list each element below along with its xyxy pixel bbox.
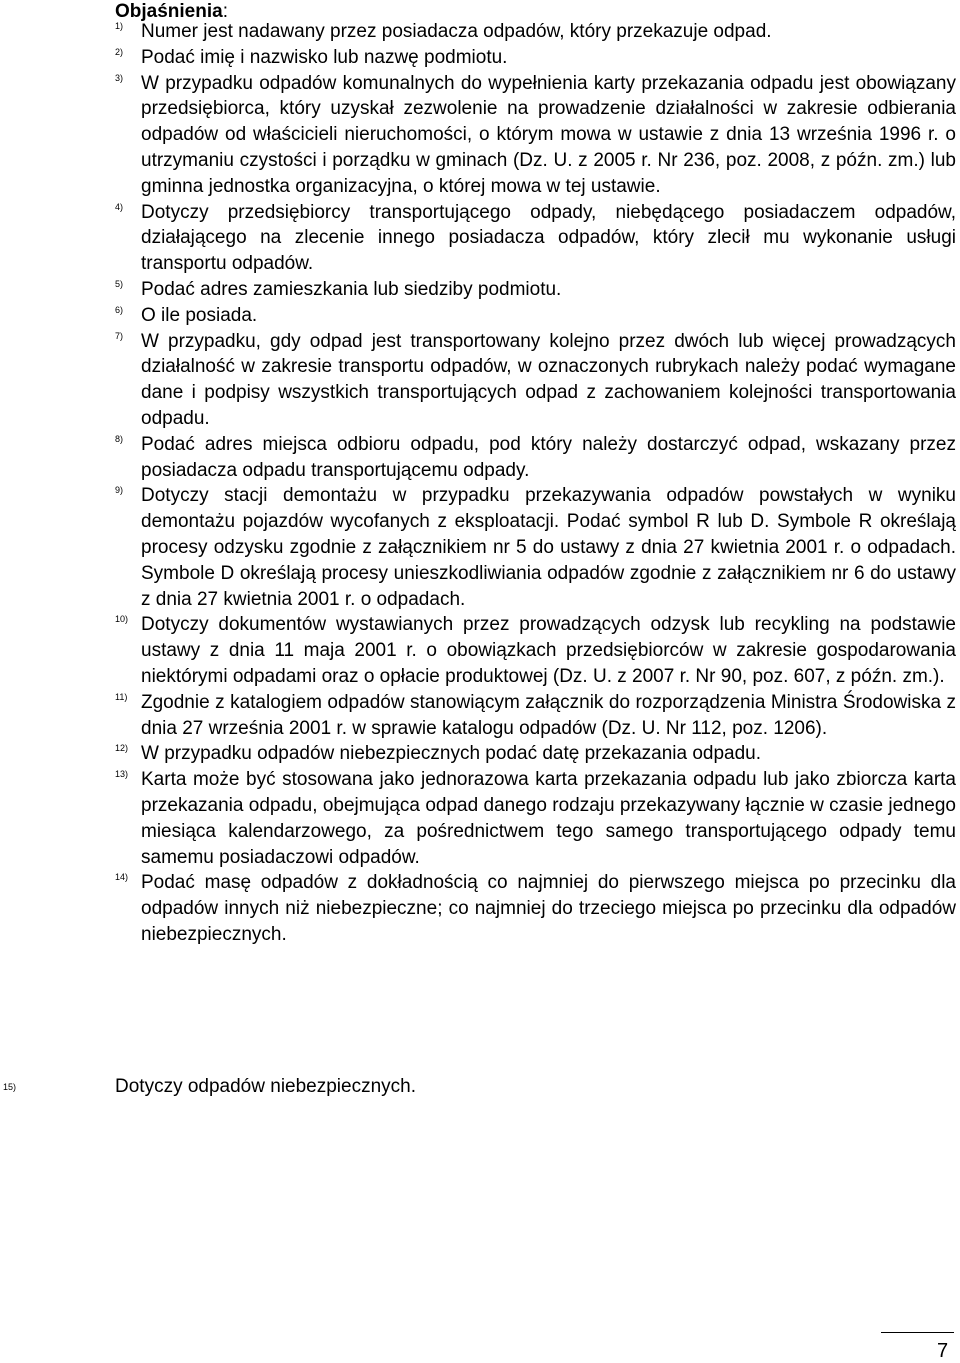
footnote-text: Podać masę odpadów z dokładnością co najmniej do pierwszego miejsca po przecinku dla odpadów innych niż niebezpieczne; co najmniej do trzeciego miejsca po przecinku dla odpadów niebezpiecznych. (141, 872, 956, 945)
footnote-text: Dotyczy odpadów niebezpiecznych. (115, 1076, 417, 1097)
footnote-number: 2) (115, 46, 124, 57)
footnote-item (0, 767, 960, 870)
heading-suffix: : (222, 1, 228, 22)
footnote-text: Zgodnie z katalogiem odpadów stanowiącym załącznik do rozporządzenia Ministra Środowiska z dnia 27 września 2001 r. w sprawie katalogu odpadów (Dz. U. Nr 112, poz. 1206). (141, 691, 956, 739)
footnote-text: W przypadku, gdy odpad jest transportowany kolejno przez dwóch lub więcej prowadzących działalność w zakresie transportu odpadów, w oznaczonych rubrykach należy podać wymagane dane i podpisy wszystkich transportujących odpad z zachowaniem kolejności transportowania odpadu. (141, 330, 956, 429)
footnote-item (0, 870, 960, 947)
footnote-number: 5) (115, 278, 124, 289)
footnote-text: W przypadku odpadów komunalnych do wypełnienia karty przekazania odpadu jest obowiązany przedsiębiorca, który uzyskał zezwolenie na prowadzenie działalności w zakresie odbierania odpadów od właścicieli nieruchomości, o którym mowa w ustawie z dnia 13 września 1996 r. o utrzymaniu czystości i porządku w gminach (Dz. U. z 2005 r. Nr 236, poz. 2008, z późn. zm.) lub gminna jednostka organizacyjna, o której mowa w tej ustawie. (141, 72, 956, 197)
footnote-text: Karta może być stosowana jako jednorazowa karta przekazania odpadu lub jako zbiorcza karta przekazania odpadu, obejmująca odpad danego rodzaju przekazywany łącznie w czasie jednego miesiąca kalendarzowego, za pośrednictwem tego samego transportującego odpady temu samemu posiadaczowi odpadów. (141, 769, 956, 868)
footnote-text: Numer jest nadawany przez posiadacza odpadów, który przekazuje odpad. (141, 21, 772, 42)
footnote-number: 9) (115, 485, 124, 496)
footnote-number: 7) (115, 330, 124, 341)
footnote-item (0, 483, 960, 612)
footnote-number: 4) (115, 201, 124, 212)
footnote-item (0, 432, 960, 484)
footnote-text: O ile posiada. (141, 304, 258, 326)
footer-rule (881, 1332, 954, 1333)
footnote-item (0, 45, 960, 71)
footnote-item (0, 329, 960, 432)
footnotes-list (0, 19, 960, 948)
footnote-number: 10) (115, 614, 129, 625)
footnote-item (0, 741, 960, 767)
footnote-number: 11) (115, 691, 128, 702)
footnote-text: Podać imię i nazwisko lub nazwę podmiotu. (141, 46, 508, 68)
heading-label: Objaśnienia (115, 1, 223, 22)
footnote-text: Dotyczy dokumentów wystawianych przez prowadzących odzysk lub recykling na podstawie ustawy z dnia 11 maja 2001 r. o obowiązkach przedsiębiorców w zakresie gospodarowania niektórymi odpadami oraz o opłacie produktowej (Dz. U. z 2007 r. Nr 90, poz. 607, z późn. zm.). (141, 614, 956, 687)
footnote-number: 6) (115, 304, 124, 315)
footnote-item (0, 277, 960, 303)
footnote-text: Dotyczy przedsiębiorcy transportującego odpady, niebędącego posiadaczem odpadów, działającego na zlecenie innego posiadacza odpadów, który zlecił mu wykonanie usługi transportu odpadów. (141, 201, 956, 275)
footnote-item (0, 303, 960, 329)
footnote-number: 1) (115, 21, 124, 31)
footnote-number: 3) (115, 72, 124, 83)
footnote-number: 12) (115, 743, 129, 754)
footnote-number: 8) (115, 433, 124, 444)
footnote-number: 15) (3, 1082, 17, 1092)
footnote-number: 14) (115, 872, 129, 883)
footnote-text: W przypadku odpadów niebezpiecznych podać datę przekazania odpadu. (141, 743, 762, 765)
footnote-item (0, 200, 960, 277)
footnote-item (0, 690, 960, 742)
footnote-item (0, 612, 960, 689)
footnote-item (0, 19, 960, 45)
footnote-number: 13) (115, 769, 129, 780)
footnote-text: Dotyczy stacji demontażu w przypadku przekazywania odpadów powstałych w wyniku demontażu pojazdów wycofanych z eksploatacji. Podać symbol R lub D. Symbole R określają procesy odzysku zgodnie z załącznikiem nr 5 do ustawy z dnia 27 kwietnia 2001 r. o odpadach. Symbole D określają procesy unieszkodliwiania odpadów zgodnie z załącznikiem nr 6 do ustawy z dnia 27 kwietnia 2001 r. o odpadach. (141, 485, 956, 610)
page-number: 7 (937, 1340, 949, 1362)
footnote-text: Podać adres zamieszkania lub siedziby podmiotu. (141, 278, 562, 300)
footnote-item (0, 71, 960, 200)
footnote-text: Podać adres miejsca odbioru odpadu, pod który należy dostarczyć odpad, wskazany przez posiadacza odpadu transportującemu odpady. (141, 433, 956, 481)
